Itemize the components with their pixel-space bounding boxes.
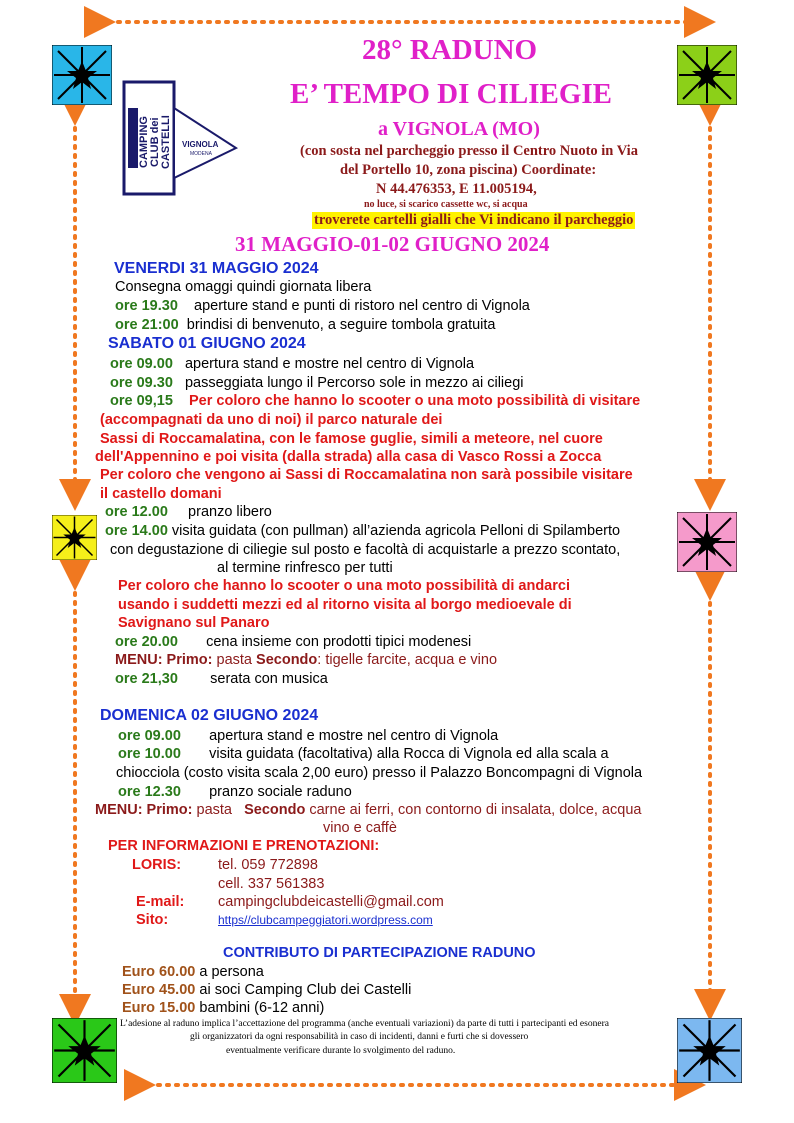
price: Euro 15.00 — [122, 1000, 196, 1016]
email-label: E-mail: — [136, 894, 185, 910]
info-email — [136, 894, 444, 910]
saturday-row-6 — [115, 634, 471, 650]
club-logo — [120, 78, 240, 203]
price-desc: ai soci Camping Club dei Castelli — [199, 982, 412, 998]
event-text: Per coloro che hanno lo scooter o una moto possibilità di visitare — [189, 393, 641, 409]
star-icon — [677, 45, 737, 105]
site-label: Sito: — [136, 912, 169, 928]
disclaimer-3: eventualmente verificare durante lo svolgimento del raduno. — [226, 1046, 456, 1056]
location: a VIGNOLA (MO) — [378, 118, 540, 140]
saturday-row-4 — [105, 504, 272, 520]
cell-phone[interactable]: cell. 337 561383 — [218, 876, 325, 892]
logo-flag-small: MODENA — [190, 151, 212, 157]
sunday-row-1 — [118, 728, 498, 744]
event-text: pranzo libero — [188, 504, 272, 520]
saturday-red-5: Per coloro che vengono ai Sassi di Roccamalatina non sarà possibile visitare — [100, 467, 633, 483]
logo-flag-text: VIGNOLA — [182, 140, 219, 149]
event-text: passeggiata lungo il Percorso sole in mezzo ai ciliegi — [184, 375, 524, 391]
menu-secondo-label: Secondo — [244, 802, 306, 818]
logo-text-2: CLUB dei — [149, 117, 161, 167]
saturday-red-4: dell'Appennino e poi visita (dalla strada) alla casa di Vasco Rossi a Zocca — [95, 449, 602, 465]
sunday-heading: DOMENICA 02 GIUGNO 2024 — [100, 707, 319, 724]
time: ore 12.00 — [105, 504, 168, 520]
star-icon — [52, 515, 97, 560]
parking-line-2: del Portello 10, zona piscina) Coordinate: — [340, 162, 597, 178]
services: no luce, si scarico cassette wc, si acqua — [364, 199, 528, 210]
menu-label: MENU: Primo: — [95, 802, 193, 818]
info-loris — [132, 857, 318, 873]
menu-primo: pasta — [196, 802, 232, 818]
sunday-menu-2: vino e caffè — [323, 820, 397, 836]
menu-label: MENU: Primo: — [115, 652, 213, 668]
price-row-1 — [122, 964, 264, 980]
event-text: visita guidata (con pullman) all’azienda agricola Pelloni di Spilamberto — [171, 523, 621, 539]
menu-secondo: carne ai ferri, con contorno di insalata, dolce, acqua — [309, 802, 642, 818]
email-link[interactable]: campingclubdeicastelli@gmail.com — [218, 894, 444, 910]
logo-text-1: CAMPING — [138, 116, 150, 168]
saturday-scooter-1: Per coloro che hanno lo scooter o una moto possibilità di andarci — [118, 578, 570, 594]
info-heading: PER INFORMAZIONI E PRENOTAZIONI: — [108, 838, 380, 854]
friday-heading: VENERDI 31 MAGGIO 2024 — [114, 260, 319, 277]
saturday-row-7 — [115, 671, 328, 687]
time: ore 19.30 — [115, 298, 178, 314]
sunday-row-2b: chiocciola (costo visita scala 2,00 euro) presso il Palazzo Boncompagni di Vignola — [116, 765, 643, 781]
price-row-2 — [122, 982, 411, 998]
disclaimer-2: gli organizzatori da ogni responsabilità in caso di incidenti, danni e furti che si dovessero — [190, 1032, 529, 1042]
event-text: visita guidata (facoltativa) alla Rocca di Vignola ed alla scala a — [209, 746, 609, 762]
sunday-menu — [95, 802, 641, 818]
price-row-3 — [122, 1000, 324, 1016]
saturday-heading: SABATO 01 GIUGNO 2024 — [108, 335, 306, 352]
logo-text-3: CASTELLI — [160, 115, 172, 169]
friday-line-1: Consegna omaggi quindi giornata libera — [115, 279, 372, 295]
saturday-row-5 — [105, 523, 620, 539]
title-tempo: E’ TEMPO DI CILIEGIE — [290, 78, 613, 110]
contribution-heading: CONTRIBUTO DI PARTECIPAZIONE RADUNO — [223, 945, 536, 961]
menu-primo: pasta — [216, 652, 252, 668]
star-icon — [677, 1018, 742, 1083]
saturday-menu — [115, 652, 497, 668]
event-text: apertura stand e mostre nel centro di Vignola — [184, 356, 475, 372]
event-text: aperture stand e punti di ristoro nel centro di Vignola — [194, 298, 530, 314]
sunday-row-2 — [118, 746, 609, 762]
event-text: pranzo sociale raduno — [209, 784, 352, 800]
saturday-row-1 — [110, 356, 474, 372]
title-raduno: 28° RADUNO — [362, 34, 538, 66]
saturday-red-6: il castello domani — [100, 486, 222, 502]
time: ore 10.00 — [118, 746, 181, 762]
event-text: serata con musica — [210, 671, 328, 687]
friday-row-2 — [115, 317, 495, 333]
event-dates: 31 MAGGIO-01-02 GIUGNO 2024 — [235, 232, 550, 256]
saturday-red-3: Sassi di Roccamalatina, con le famose guglie, simili a meteore, nel cuore — [100, 431, 603, 447]
price: Euro 60.00 — [122, 964, 196, 980]
disclaimer-1: L’adesione al raduno implica l’accettazione del programma (anche eventuali variazioni) da parte di tutti i partecipanti ed esonera — [120, 1019, 609, 1029]
time: ore 20.00 — [115, 634, 178, 650]
signs-highlight: troverete cartelli gialli che Vi indicano il parcheggio — [314, 212, 634, 228]
star-icon — [52, 1018, 117, 1083]
time: ore 21:00 — [115, 317, 179, 333]
saturday-row-5b: con degustazione di ciliegie sul posto e facoltà di acquistarle a prezzo scontato, — [110, 542, 621, 558]
price: Euro 45.00 — [122, 982, 196, 998]
loris-label: LORIS: — [132, 857, 182, 873]
parking-line-1: (con sosta nel parcheggio presso il Centro Nuoto in Via — [300, 143, 638, 159]
star-icon — [52, 45, 112, 105]
menu-secondo-label: Secondo — [256, 652, 318, 668]
saturday-row-3 — [110, 393, 640, 409]
time: ore 12.30 — [118, 784, 181, 800]
time: ore 09.00 — [118, 728, 181, 744]
saturday-row-5c: al termine rinfresco per tutti — [217, 560, 393, 576]
friday-row-1 — [115, 298, 530, 314]
coordinates: N 44.476353, E 11.005194, — [376, 181, 537, 197]
saturday-scooter-3: Savignano sul Panaro — [118, 615, 270, 631]
time: ore 09.30 — [110, 375, 173, 391]
event-text: apertura stand e mostre nel centro di Vignola — [209, 728, 499, 744]
price-desc: bambini (6-12 anni) — [199, 1000, 325, 1016]
event-text: cena insieme con prodotti tipici modenesi — [206, 634, 472, 650]
phone[interactable]: tel. 059 772898 — [218, 857, 318, 873]
time: ore 09,15 — [110, 393, 173, 409]
site-link[interactable]: https//clubcampeggiatori.wordpress.com — [218, 913, 433, 927]
star-icon — [677, 512, 737, 572]
time: ore 09.00 — [110, 356, 173, 372]
time: ore 14.00 — [105, 523, 168, 539]
price-desc: a persona — [199, 964, 264, 980]
saturday-red-2: (accompagnati da uno di noi) il parco naturale dei — [100, 412, 443, 428]
saturday-scooter-2: usando i suddetti mezzi ed al ritorno visita al borgo medioevale di — [118, 597, 572, 613]
menu-secondo: : tigelle farcite, acqua e vino — [317, 652, 498, 668]
event-text: brindisi di benvenuto, a seguire tombola gratuita — [186, 317, 496, 333]
info-site — [136, 912, 433, 928]
saturday-row-2 — [110, 375, 524, 391]
sunday-row-3 — [118, 784, 352, 800]
time: ore 21,30 — [115, 671, 178, 687]
